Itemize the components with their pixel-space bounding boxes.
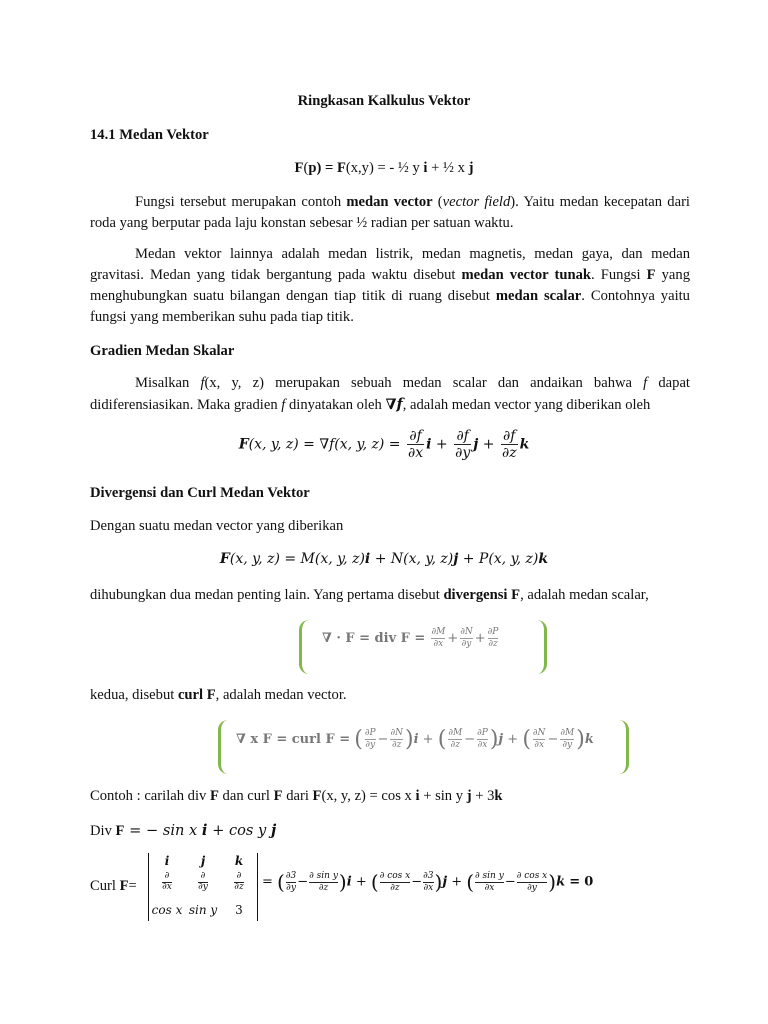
unit-j: j xyxy=(442,874,448,890)
bold-F: F xyxy=(273,788,283,804)
denominator: ∂z xyxy=(450,740,460,750)
minus-sign: − xyxy=(547,732,559,747)
plus-sign: + xyxy=(355,874,367,890)
eq-rest: (x,y) = - ½ y xyxy=(345,160,424,176)
denominator: ∂z xyxy=(488,638,498,649)
paren: ( xyxy=(277,870,285,894)
numerator: ∂f xyxy=(407,428,424,445)
fraction xyxy=(431,627,445,650)
denominator: ∂x xyxy=(407,445,424,462)
eq-args: (x, y, z) = ∇f(x, y, z) = xyxy=(248,436,405,453)
text: dapat didiferensiasikan. Maka gradien xyxy=(90,375,690,413)
italic-term: f xyxy=(200,375,205,391)
math-part: = − sin x xyxy=(124,822,202,839)
paren: ( xyxy=(354,727,363,752)
paren: ( xyxy=(370,870,379,894)
eq-symbol-F2: F xyxy=(336,160,346,176)
eq-unit-k: k xyxy=(538,551,549,567)
text: Contoh : carilah div xyxy=(90,788,210,804)
denominator: ∂x xyxy=(534,740,545,750)
fraction xyxy=(477,728,488,751)
text: (x, y, z) = cos x xyxy=(321,788,416,804)
det-cell xyxy=(185,872,221,893)
numerator: ∂ sin y xyxy=(475,871,504,882)
denominator: ∂y xyxy=(198,881,208,892)
eq-part: + P(x, y, z) xyxy=(458,551,539,567)
nabla-f: ∇f xyxy=(385,396,403,413)
eq-symbol-F: F xyxy=(294,160,304,176)
fraction xyxy=(390,728,403,751)
numerator: ∂ xyxy=(162,872,172,883)
det-cell: j xyxy=(200,854,206,868)
minus-sign: − xyxy=(411,874,423,890)
denominator: ∂z xyxy=(501,445,517,462)
denominator: ∂y xyxy=(527,882,537,893)
bold-F: F xyxy=(312,788,322,804)
eq-plus: + xyxy=(478,436,499,453)
numerator: ∂ cos x xyxy=(516,871,548,882)
det-cell: 3 xyxy=(235,903,243,917)
numerator: ∂P xyxy=(477,728,488,739)
curl-result xyxy=(262,870,593,894)
paren: ) xyxy=(338,870,347,894)
unit-k: k xyxy=(584,732,594,747)
numerator: ∂N xyxy=(532,728,546,739)
denominator: ∂x xyxy=(423,882,434,893)
equals: = xyxy=(569,874,581,890)
bold-k: k xyxy=(494,788,503,804)
numerator: ∂ xyxy=(198,872,208,883)
fraction xyxy=(309,871,338,893)
curl-lhs: ∇ x F = curl F = xyxy=(236,732,351,747)
paragraph-gradient xyxy=(90,373,690,416)
text: kedua, disebut xyxy=(90,687,178,703)
section-heading-gradien: Gradien Medan Skalar xyxy=(90,343,235,359)
bold-term: medan scalar xyxy=(495,288,582,304)
eq-symbol-p: p xyxy=(308,160,317,176)
bold-term: medan vector xyxy=(346,194,433,210)
denominator: ∂z xyxy=(390,882,400,893)
bold-term: medan vector tunak xyxy=(461,267,592,283)
fraction xyxy=(517,871,548,893)
plus-sign: + xyxy=(474,630,486,646)
eq-part: + N(x, y, z) xyxy=(370,551,454,567)
text: , adalah medan scalar, xyxy=(520,587,649,603)
paragraph-vector-examples xyxy=(90,244,690,328)
paragraph-vector-field xyxy=(90,192,690,234)
paragraph-given-field: Dengan suatu medan vector yang diberikan xyxy=(90,518,344,534)
denominator: ∂x xyxy=(162,881,172,892)
fraction xyxy=(488,627,499,650)
unit-i: i xyxy=(413,732,419,747)
bold-i: i xyxy=(415,788,420,804)
eq-part: (x, y, z) = M(x, y, z) xyxy=(229,551,365,567)
fraction xyxy=(560,728,574,751)
eq-unit-j: j xyxy=(453,551,459,567)
paragraph-curl-intro xyxy=(90,685,690,706)
italic-term: f xyxy=(643,375,648,391)
eq-symbol-F: F xyxy=(219,551,230,567)
numerator: ∂f xyxy=(501,428,518,445)
eq-plus: + ½ x xyxy=(427,160,469,176)
text: Curl xyxy=(90,878,120,894)
eq-plus: + xyxy=(431,436,453,453)
fraction xyxy=(501,428,518,461)
text: ). Yaitu medan kecepatan dari roda yang berputar pada laju konstan sebesar ½ radian per satuan waktu. xyxy=(90,194,690,231)
denominator: ∂y xyxy=(455,445,471,462)
fraction xyxy=(475,871,504,893)
denominator: ∂y xyxy=(461,638,472,649)
numerator: ∂f xyxy=(454,428,471,445)
italic-term: f xyxy=(281,397,286,413)
text: dan curl xyxy=(218,788,274,804)
zero-result: 0 xyxy=(584,874,594,890)
equation-gradient xyxy=(0,428,768,461)
fraction xyxy=(448,728,462,751)
curl-formula xyxy=(236,727,594,752)
det-cell: i xyxy=(164,854,170,868)
fraction xyxy=(365,728,376,751)
document-title: Ringkasan Kalkulus Vektor xyxy=(297,93,471,109)
det-cell: sin y xyxy=(188,903,218,917)
text: dihubungkan dua medan penting lain. Yang pertama disebut xyxy=(90,587,444,603)
denominator: ∂y xyxy=(365,740,376,750)
denominator: ∂z xyxy=(234,881,244,892)
fraction xyxy=(407,428,424,461)
paren: ) xyxy=(434,870,443,894)
plus-sign: + xyxy=(451,874,463,890)
section-heading-divergensi-curl: Divergensi dan Curl Medan Vektor xyxy=(90,485,310,501)
text: . Contohnya yaitu fungsi yang memberikan suhu pada tiap titik. xyxy=(90,288,690,325)
text: Misalkan xyxy=(135,375,201,391)
numerator: ∂P xyxy=(487,627,499,637)
text: , adalah medan vector yang diberikan oleh xyxy=(402,397,651,413)
math-part: + cos y xyxy=(207,822,271,839)
text: dari xyxy=(282,788,313,804)
numerator: ∂ sin y xyxy=(309,871,338,882)
eq-unit-j: j xyxy=(468,160,474,176)
paragraph-example xyxy=(90,786,690,807)
italic-term: vector field xyxy=(442,194,511,210)
minus-sign: − xyxy=(377,732,389,747)
denominator: ∂x xyxy=(477,740,488,750)
paren: ) xyxy=(404,727,414,752)
curl-label xyxy=(90,878,137,895)
fraction xyxy=(286,871,296,893)
curl-determinant xyxy=(148,853,258,921)
text: ( xyxy=(432,194,443,210)
unit-i: i xyxy=(201,822,208,839)
det-cell: cos x xyxy=(151,903,183,917)
eq-unit-j: j xyxy=(473,436,479,453)
plus-sign: + xyxy=(422,732,434,747)
fraction xyxy=(423,871,433,893)
paren: ( xyxy=(522,727,531,752)
minus-sign: − xyxy=(297,874,309,890)
text: (x, y, z) merupakan sebuah medan scalar dan andaikan bahwa xyxy=(204,375,644,391)
text: . Fungsi xyxy=(591,267,647,283)
eq-unit-i: i xyxy=(426,436,432,453)
numerator: ∂ cos x xyxy=(379,871,411,882)
divergence-formula xyxy=(322,627,500,650)
text: dinyatakan oleh xyxy=(285,397,386,413)
numerator: ∂M xyxy=(448,728,463,739)
bold-F: F xyxy=(119,878,129,894)
minus-sign: − xyxy=(504,874,516,890)
fraction xyxy=(533,728,546,751)
equals: = xyxy=(262,874,273,890)
det-cell: k xyxy=(234,854,244,868)
plus-sign: + xyxy=(507,732,519,747)
unit-j: j xyxy=(498,732,504,747)
equation-vector-components xyxy=(0,551,768,567)
bold-term: curl F xyxy=(177,687,216,703)
equals: = xyxy=(128,878,137,894)
denominator: ∂y xyxy=(286,882,296,893)
text: Div xyxy=(90,823,116,839)
plus-sign: + xyxy=(447,630,459,646)
text: + 3 xyxy=(471,788,495,804)
unit-i: i xyxy=(346,874,352,890)
bold-term: F xyxy=(646,267,656,283)
denominator: ∂y xyxy=(562,740,573,750)
section-heading-medan-vektor: 14.1 Medan Vektor xyxy=(90,127,209,143)
fraction xyxy=(460,627,473,650)
text: , adalah medan vector. xyxy=(215,687,347,703)
unit-j: j xyxy=(270,822,277,839)
div-lhs: ∇ · F = div F = xyxy=(322,630,426,646)
numerator: ∂3 xyxy=(423,871,434,882)
paren: ( xyxy=(437,727,447,752)
divergence-result xyxy=(90,820,690,842)
det-cell xyxy=(149,872,185,893)
numerator: ∂M xyxy=(560,728,575,739)
numerator: ∂N xyxy=(460,627,473,637)
text: + sin y xyxy=(419,788,467,804)
numerator: ∂M xyxy=(431,627,446,637)
denominator: ∂z xyxy=(318,882,329,893)
det-cell xyxy=(221,872,257,893)
paragraph-divergence-intro xyxy=(90,585,690,606)
numerator: ∂ xyxy=(234,872,243,883)
bold-F: F xyxy=(115,823,125,839)
denominator: ∂z xyxy=(392,740,402,750)
eq-unit-i: i xyxy=(423,160,428,176)
text: Fungsi tersebut merupakan contoh xyxy=(135,194,347,210)
paren: ) xyxy=(489,727,499,752)
bold-j: j xyxy=(466,788,472,804)
numerator: ∂N xyxy=(390,728,403,739)
paren: ) xyxy=(576,727,585,752)
eq-equals: ) = xyxy=(316,160,337,176)
eq-symbol-F: F xyxy=(238,436,249,453)
numerator: ∂P xyxy=(364,728,376,739)
text: Medan vektor lainnya adalah medan listrik, medan magnetis, medan gaya, dan medan gravitasi. Medan yang tidak bergantung pada waktu disebut xyxy=(90,246,690,283)
denominator: ∂x xyxy=(433,638,444,649)
fraction xyxy=(380,871,411,893)
minus-sign: − xyxy=(464,732,476,747)
paren: ) xyxy=(548,870,557,894)
equation-vector-field: F(p) = F(x,y) = - ½ y i + ½ x j xyxy=(294,160,474,176)
text: yang menghubungkan suatu bilangan dengan tiap titik di ruang disebut xyxy=(90,267,690,304)
fraction xyxy=(454,428,471,461)
eq-unit-i: i xyxy=(364,551,371,567)
numerator: ∂3 xyxy=(285,871,297,882)
paren: ( xyxy=(466,870,475,894)
eq-unit-k: k xyxy=(519,436,530,453)
unit-k: k xyxy=(556,874,566,890)
bold-F: F xyxy=(209,788,219,804)
bold-term: divergensi F xyxy=(443,587,521,603)
denominator: ∂x xyxy=(484,882,495,893)
